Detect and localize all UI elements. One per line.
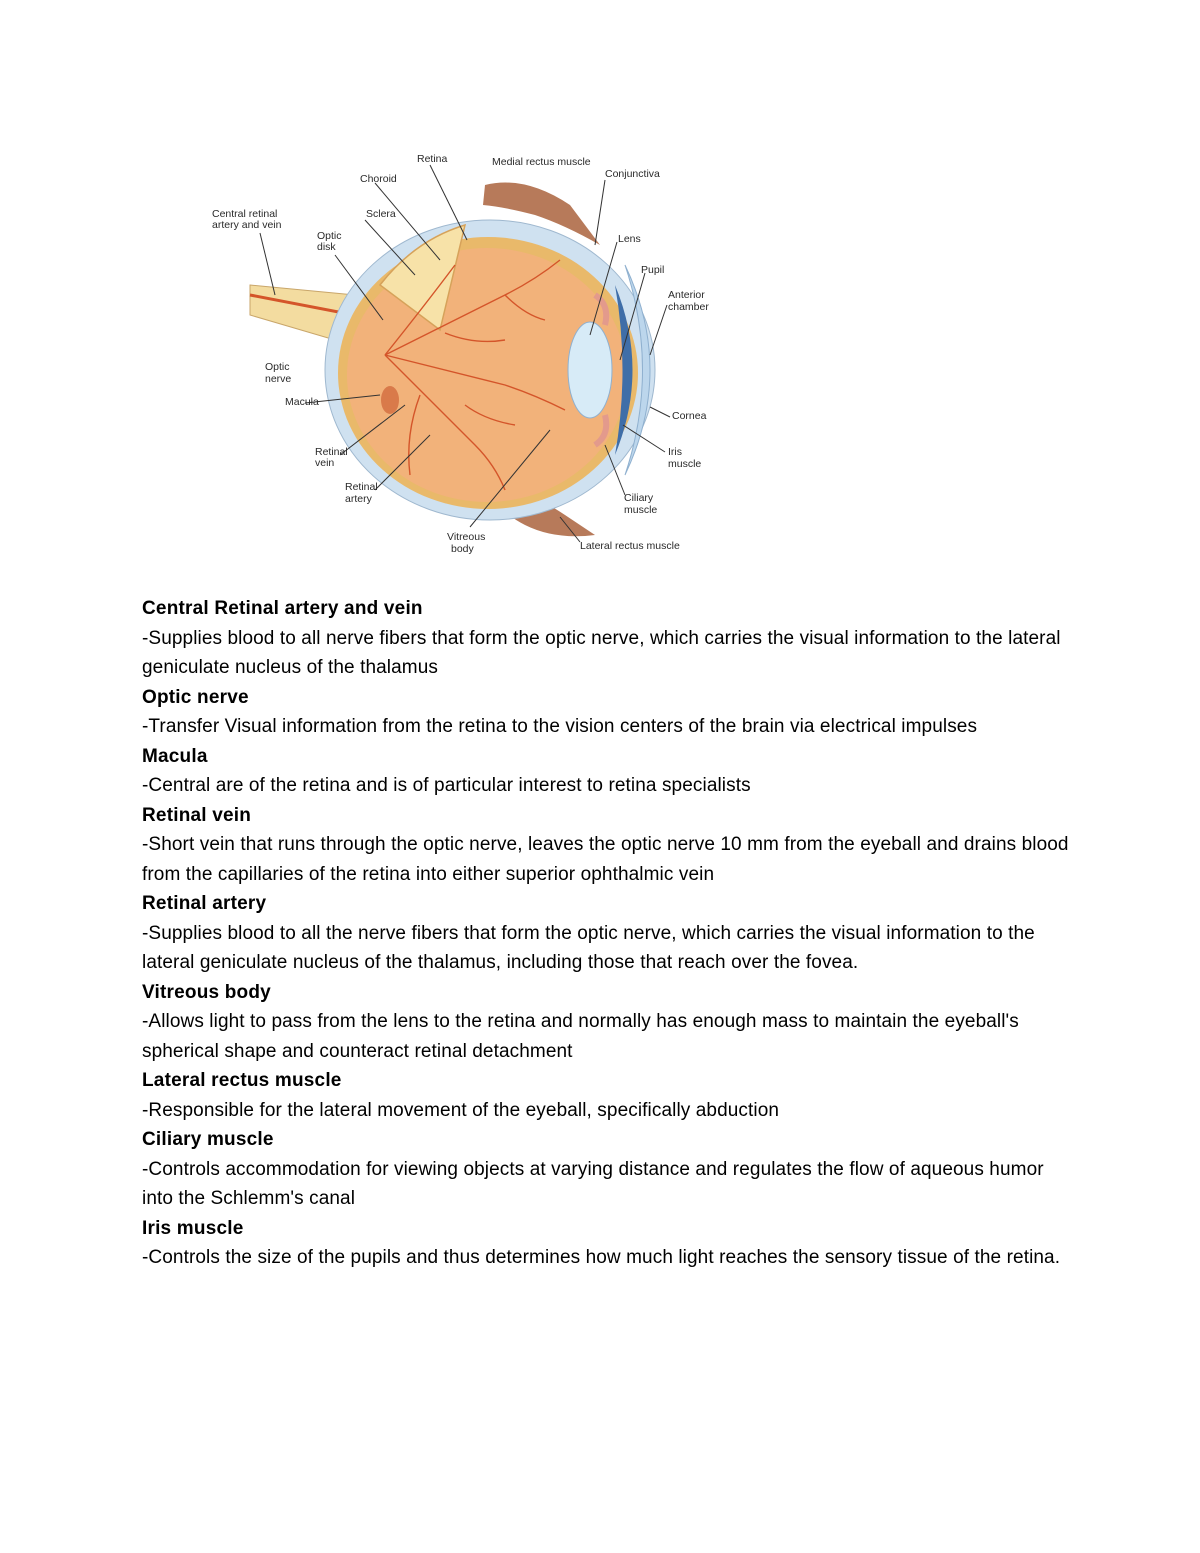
entry-retinal-vein <box>142 801 1072 890</box>
label-cornea: Cornea <box>672 410 707 422</box>
notes-section <box>142 594 1072 1273</box>
label-medial-rectus: Medial rectus muscle <box>492 156 591 168</box>
label-lens: Lens <box>618 233 641 245</box>
entry-lateral-rectus <box>142 1066 1072 1125</box>
label-retinal-vein-1: Retinal <box>315 446 348 458</box>
label-optic-nerve-1: Optic <box>265 361 290 373</box>
term-heading: Optic nerve <box>142 686 249 708</box>
label-retinal-vein-2: vein <box>315 457 335 469</box>
label-retinal-artery-2: artery <box>345 493 372 505</box>
label-sclera: Sclera <box>366 208 396 220</box>
entry-optic-nerve <box>142 683 1072 742</box>
label-vitreous-1: Vitreous <box>447 531 486 543</box>
label-central-retinal-1: Central retinal <box>212 208 278 220</box>
term-description: -Central are of the retina and is of particular interest to retina specialists <box>142 775 751 796</box>
label-anterior-1: Anterior <box>668 289 705 301</box>
term-description: -Responsible for the lateral movement of the eyeball, specifically abduction <box>142 1099 780 1121</box>
label-optic-nerve-2: nerve <box>265 373 292 385</box>
term-heading: Vitreous body <box>142 981 271 1003</box>
label-macula: Macula <box>285 396 319 408</box>
label-choroid: Choroid <box>360 173 397 185</box>
term-heading: Retinal vein <box>142 804 252 826</box>
term-heading: Iris muscle <box>142 1217 244 1239</box>
label-optic-disk-2: disk <box>317 241 336 253</box>
lens-shape <box>568 322 612 418</box>
label-anterior-2: chamber <box>668 301 709 313</box>
term-heading: Macula <box>142 745 208 767</box>
label-pupil: Pupil <box>641 264 665 276</box>
label-iris-1: Iris <box>668 446 682 458</box>
label-conjunctiva: Conjunctiva <box>605 168 660 180</box>
term-description: -Supplies blood to all nerve fibers that form the optic nerve, which carries the visual information to the lateral geniculate nucleus of the thalamus <box>142 627 1061 678</box>
term-heading: Lateral rectus muscle <box>142 1070 342 1091</box>
label-central-retinal-2: artery and vein <box>212 219 282 231</box>
label-lateral-rectus: Lateral rectus muscle <box>580 540 680 552</box>
term-heading: Retinal artery <box>142 893 267 914</box>
label-retinal-artery-1: Retinal <box>345 481 378 493</box>
entry-vitreous-body <box>142 978 1072 1067</box>
term-description: -Supplies blood to all the nerve fibers that form the optic nerve, which carries the visual information to the lateral geniculate nucleus of the thalamus, including those that reach over the fovea. <box>142 922 1035 973</box>
entry-macula <box>142 742 1072 801</box>
label-ciliary-1: Ciliary <box>624 492 654 504</box>
label-ciliary-2: muscle <box>624 504 658 516</box>
entry-central-retinal <box>142 594 1072 683</box>
term-description: -Short vein that runs through the optic nerve, leaves the optic nerve 10 mm from the eyeball and drains blood from the capillaries of the retina into either superior ophthalmic vein <box>142 834 1069 885</box>
entry-retinal-artery <box>142 889 1072 978</box>
label-iris-2: muscle <box>668 458 702 470</box>
term-heading: Ciliary muscle <box>142 1129 274 1150</box>
eye-anatomy-figure <box>205 145 720 565</box>
term-description: -Controls the size of the pupils and thus determines how much light reaches the sensory tissue of the retina. <box>142 1247 1061 1268</box>
term-heading: Central Retinal artery and vein <box>142 598 423 619</box>
entry-ciliary-muscle <box>142 1125 1072 1214</box>
term-description: -Allows light to pass from the lens to the retina and normally has enough mass to maintain the eyeball's spherical shape and counteract retinal detachment <box>142 1011 1019 1062</box>
term-description: -Controls accommodation for viewing objects at varying distance and regulates the flow of aqueous humor into the Schlemm's canal <box>142 1158 1044 1209</box>
macula-shape <box>381 386 399 414</box>
label-vitreous-2: body <box>451 543 474 555</box>
term-description: -Transfer Visual information from the retina to the vision centers of the brain via electrical impulses <box>142 716 978 737</box>
entry-iris-muscle <box>142 1214 1072 1273</box>
label-retina: Retina <box>417 153 448 165</box>
label-optic-disk-1: Optic <box>317 230 342 242</box>
